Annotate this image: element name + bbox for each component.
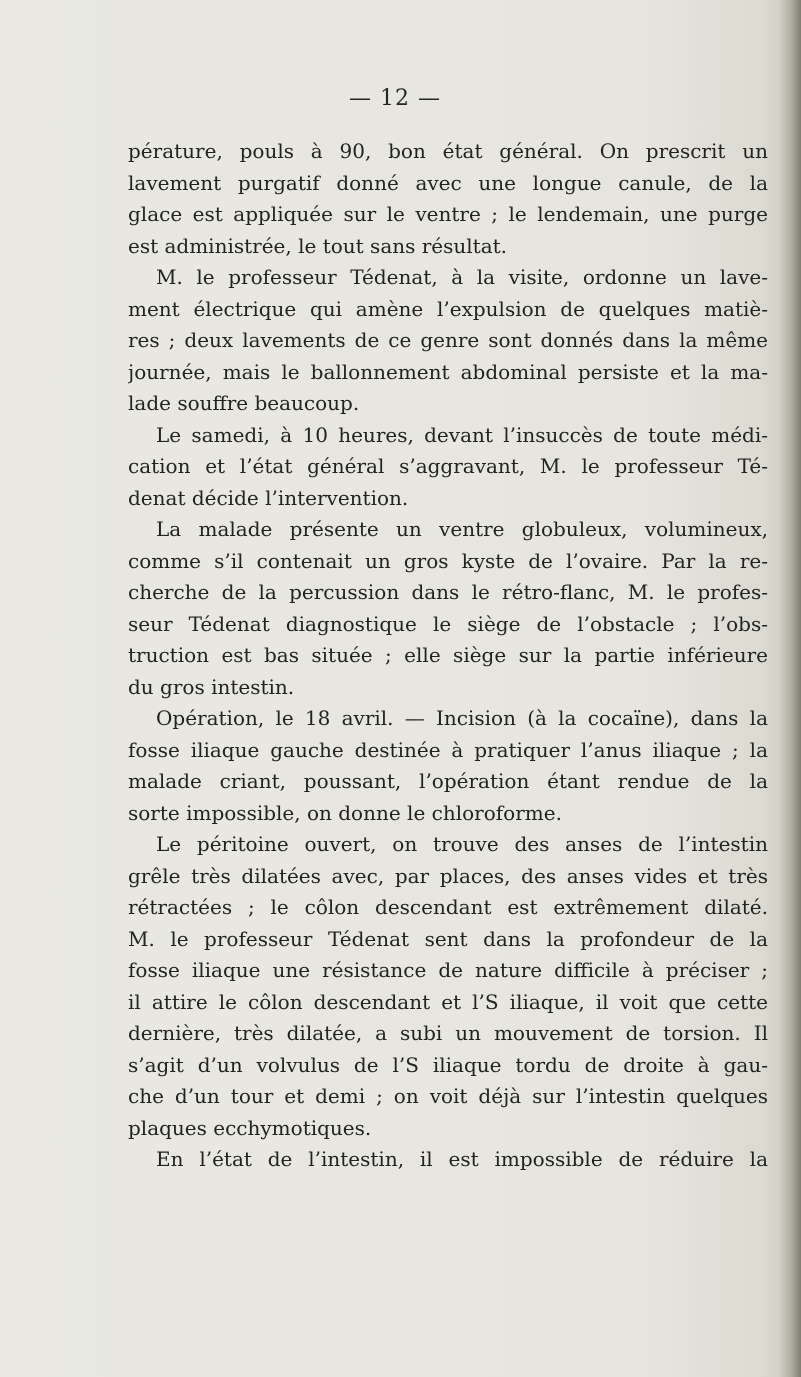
- text-line: En l’état de l’intestin, il est impossible de réduire la: [156, 1147, 768, 1171]
- text-line: La malade présente un ventre globuleux, volumineux,: [156, 517, 768, 541]
- text-line: truction est bas située ; elle siège sur la partie inférieure: [128, 643, 768, 667]
- text-line: M. le professeur Tédenat sent dans la profondeur de la: [128, 926, 768, 951]
- text-line: rétractées ; le côlon descendant est extrêmement dilaté.: [128, 895, 768, 919]
- text-line: ment électrique qui amène l’expulsion de quelques matiè-: [128, 296, 768, 321]
- text-line: fosse iliaque une résistance de nature difficile à préciser ;: [128, 958, 768, 982]
- text-line: che d’un tour et demi ; on voit déjà sur l’intestin quelques: [128, 1084, 768, 1108]
- text-line: plaques ecchymotiques.: [128, 1115, 372, 1140]
- text-line: Le samedi, à 10 heures, devant l’insuccès de toute médi-: [156, 422, 768, 447]
- text-line: seur Tédenat diagnostique le siège de l’obstacle ; l’obs-: [128, 611, 768, 636]
- text-line: fosse iliaque gauche destinée à pratiquer l’anus iliaque ; la: [128, 737, 768, 762]
- text-line: du gros intestin.: [128, 674, 295, 699]
- text-line: lavement purgatif donné avec une longue canule, de la: [128, 170, 768, 195]
- text-line: grêle très dilatées avec, par places, des anses vides et très: [128, 863, 768, 888]
- text-line: cherche de la percussion dans le rétro-flanc, M. le profes-: [128, 580, 768, 604]
- page-edge-shadow: [779, 0, 801, 1377]
- text-line: Le péritoine ouvert, on trouve des anses de l’intestin: [156, 832, 768, 856]
- text-line: denat décide l’intervention.: [128, 485, 409, 510]
- text-line: s’agit d’un volvulus de l’S iliaque tordu de droite à gau-: [128, 1052, 768, 1077]
- text-line: il attire le côlon descendant et l’S iliaque, il voit que cette: [128, 989, 768, 1014]
- text-line: M. le professeur Tédenat, à la visite, ordonne un lave-: [156, 265, 768, 289]
- text-line: comme s’il contenait un gros kyste de l’ovaire. Par la re-: [128, 548, 768, 573]
- page-number: — 12 —: [349, 86, 441, 111]
- text-line: cation et l’état général s’aggravant, M. le professeur Té-: [128, 454, 768, 478]
- text-line: glace est appliquée sur le ventre ; le lendemain, une purge: [128, 202, 768, 226]
- text-line: lade souffre beaucoup.: [128, 391, 360, 415]
- text-line: est administrée, le tout sans résultat.: [128, 233, 508, 258]
- text-line: pérature, pouls à 90, bon état général. On prescrit un: [128, 139, 768, 163]
- text-line: dernière, très dilatée, a subi un mouvement de torsion. Il: [128, 1021, 768, 1045]
- text-line: malade criant, poussant, l’opération étant rendue de la: [128, 769, 768, 793]
- text-line: res ; deux lavements de ce genre sont donnés dans la même: [128, 328, 768, 352]
- body-text: [128, 136, 768, 1176]
- text-line: sorte impossible, on donne le chloroforme.: [128, 800, 562, 825]
- text-line: Opération, le 18 avril. — Incision (à la cocaïne), dans la: [156, 706, 768, 730]
- text-line: journée, mais le ballonnement abdominal persiste et la ma-: [128, 359, 768, 384]
